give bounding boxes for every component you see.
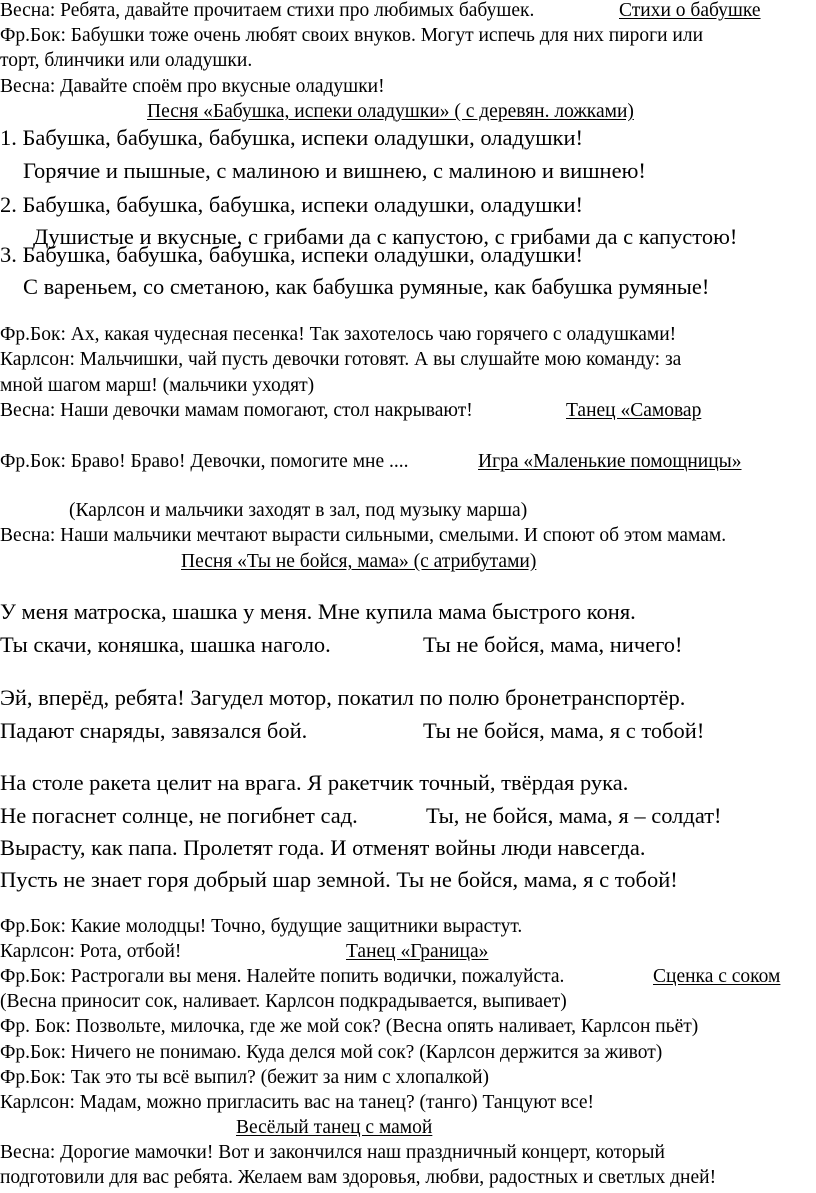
text-line-part: Весна: Наши девочки мамам помогают, стол накрывают!: [0, 400, 473, 421]
text-line-part: Фр.Бок: Растрогали вы меня. Налейте попить водички, пожалуйста.: [0, 966, 565, 987]
section-heading: Игра «Маленькие помощницы»: [478, 451, 742, 472]
section-heading: Песня «Ты не бойся, мама» (с атрибутами): [181, 551, 537, 572]
section-heading: Песня «Бабушка, испеки оладушки» ( с деревян. ложками): [147, 101, 634, 122]
song-line: 2. Бабушка, бабушка, бабушка, испеки оладушки, оладушки!: [0, 192, 583, 217]
text-line: (Карлсон и мальчики заходят в зал, под музыку марша): [69, 500, 528, 521]
section-heading: Танец «Самовар: [566, 400, 702, 421]
text-line: торт, блинчики или оладушки.: [0, 50, 253, 71]
text-line-part: Ты, не бойся, мама, я – солдат!: [426, 803, 722, 828]
text-line: Фр.Бок: Ах, какая чудесная песенка! Так захотелось чаю горячего с оладушками!: [0, 324, 677, 345]
section-heading: Весёлый танец с мамой: [236, 1117, 433, 1138]
song-line: [0, 718, 705, 743]
text-line: мной шагом марш! (мальчики уходят): [0, 375, 315, 396]
text-line: Фр.Бок: Бабушки тоже очень любят своих внуков. Могут испечь для них пироги или: [0, 25, 704, 46]
text-line: Карлсон: Мадам, можно пригласить вас на танец? (танго) Танцуют все!: [0, 1092, 595, 1113]
song-line: 3. Бабушка, бабушка, бабушка, испеки оладушки, оладушки!: [0, 242, 583, 267]
section-heading: Танец «Граница»: [346, 941, 489, 962]
text-line: Фр. Бок: Позвольте, милочка, где же мой сок? (Весна опять наливает, Карлсон пьёт): [0, 1016, 699, 1037]
text-line: [0, 941, 489, 962]
song-line: Эй, вперёд, ребята! Загудел мотор, покатил по полю бронетранспортёр.: [0, 685, 686, 710]
text-line-part: Карлсон: Рота, отбой!: [0, 941, 182, 962]
song-line: На столе ракета целит на врага. Я ракетчик точный, твёрдая рука.: [0, 770, 629, 795]
song-line: Пусть не знает горя добрый шар земной. Ты не бойся, мама, я с тобой!: [0, 867, 678, 892]
song-line: У меня матроска, шашка у меня. Мне купила мама быстрого коня.: [0, 599, 636, 624]
text-line-part: Ты не бойся, мама, я с тобой!: [423, 718, 705, 743]
text-line: Карлсон: Мальчишки, чай пусть девочки готовят. А вы слушайте мою команду: за: [0, 349, 682, 370]
text-line: Фр.Бок: Какие молодцы! Точно, будущие защитники вырастут.: [0, 916, 523, 937]
text-line: Весна: Давайте споём про вкусные оладушки!: [0, 76, 385, 97]
song-line: Душистые и вкусные, с грибами да с капустою, с грибами да с капустою!: [33, 224, 738, 249]
text-line: [0, 0, 761, 21]
song-line: 1. Бабушка, бабушка, бабушка, испеки оладушки, оладушки!: [0, 125, 583, 150]
text-line-part: Фр.Бок: Браво! Браво! Девочки, помогите мне ....: [0, 451, 409, 472]
text-line-part: Ты не бойся, мама, ничего!: [423, 632, 683, 657]
section-heading: Сценка с соком: [653, 966, 781, 987]
section-heading: Стихи о бабушке: [619, 0, 761, 21]
text-line: [0, 966, 781, 987]
song-line: [0, 632, 683, 657]
text-line: (Весна приносит сок, наливает. Карлсон подкрадывается, выпивает): [0, 991, 567, 1012]
text-line: Весна: Дорогие мамочки! Вот и закончился наш праздничный концерт, который: [0, 1142, 665, 1163]
text-line-part: Ты скачи, коняшка, шашка наголо.: [0, 632, 331, 657]
text-line: Весна: Наши мальчики мечтают вырасти сильными, смелыми. И споют об этом мамам.: [0, 525, 727, 546]
text-line-part: Не погаснет солнце, не погибнет сад.: [0, 803, 358, 828]
song-line: [0, 803, 722, 828]
song-line: Горячие и пышные, с малиною и вишнею, с малиною и вишнею!: [23, 158, 646, 183]
text-line: Фр.Бок: Ничего не понимаю. Куда делся мой сок? (Карлсон держится за живот): [0, 1042, 663, 1063]
text-line-part: Весна: Ребята, давайте прочитаем стихи про любимых бабушек.: [0, 0, 535, 21]
song-line: Вырасту, как папа. Пролетят года. И отменят войны люди навсегда.: [0, 835, 646, 860]
text-line: Фр.Бок: Так это ты всё выпил? (бежит за ним с хлопалкой): [0, 1067, 490, 1088]
text-line: [0, 400, 702, 421]
text-line-part: Падают снаряды, завязался бой.: [0, 718, 308, 743]
song-line: С вареньем, со сметаною, как бабушка румяные, как бабушка румяные!: [23, 274, 710, 299]
text-line: [0, 451, 742, 472]
text-line: подготовили для вас ребята. Желаем вам здоровья, любви, радостных и светлых дней!: [0, 1167, 717, 1188]
